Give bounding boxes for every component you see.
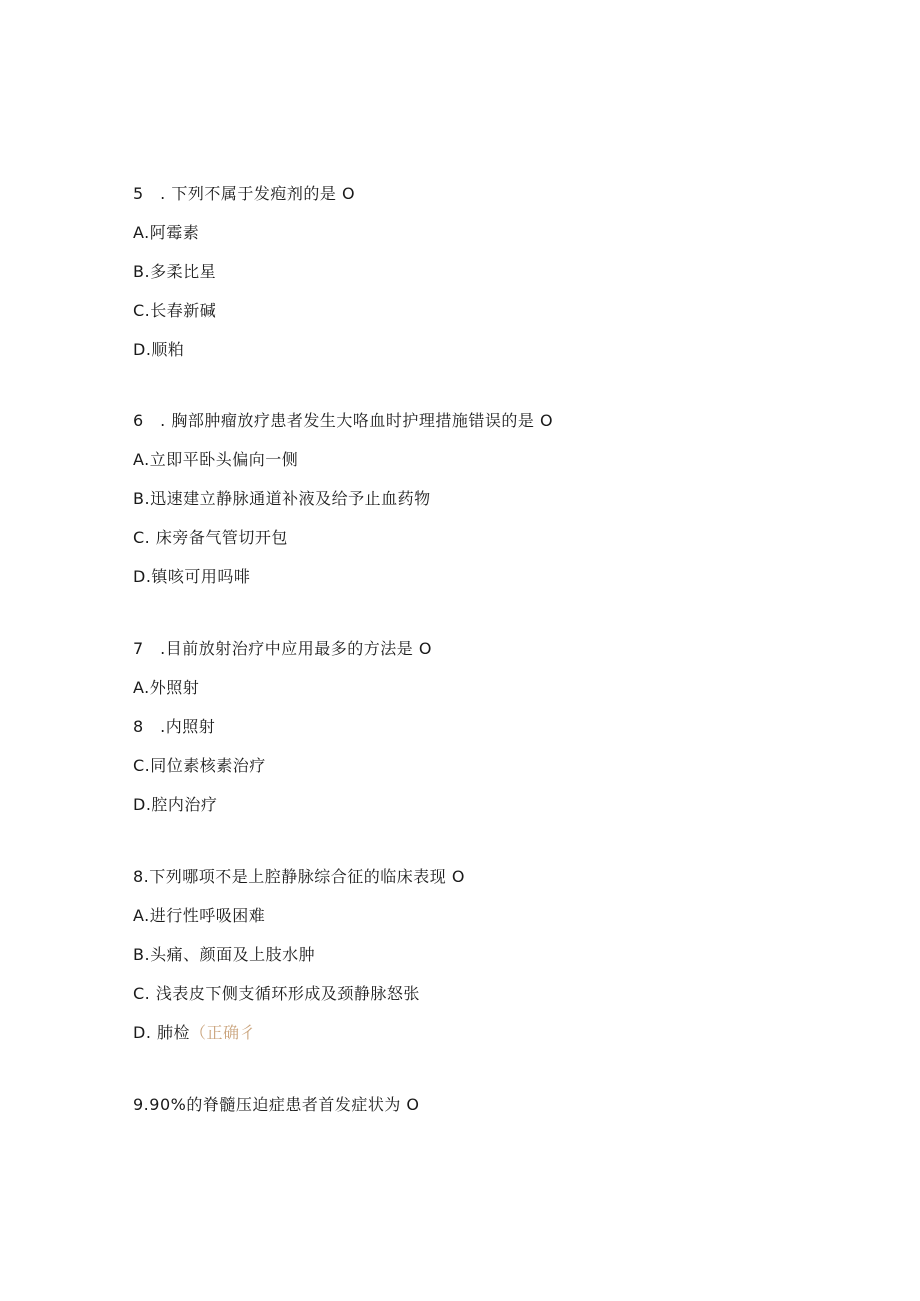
question-6-option-c: C. 床旁备气管切开包 [133,528,288,547]
question-8-option-b: B.头痛、颜面及上肢水肿 [133,945,316,964]
question-5-option-c: C.长春新碱 [133,301,217,320]
question-8-option-d: D. 肺检 [133,1023,190,1042]
question-7-stem: 7 .目前放射治疗中应用最多的方法是 O [133,639,432,658]
answer-note: （正确彳 [190,1023,257,1042]
question-6-option-b: B.迅速建立静脉通道补液及给予止血药物 [133,489,431,508]
question-5-option-b: B.多柔比星 [133,262,217,281]
question-7-option-d: D.腔内治疗 [133,795,218,814]
question-7-option-c: C.同位素核素治疗 [133,756,266,775]
question-5-stem: 5 . 下列不属于发疱剂的是 O [133,184,356,203]
question-8-option-c: C. 浅表皮下侧支循环形成及颈静脉怒张 [133,984,420,1003]
question-5-option-a: A.阿霉素 [133,223,200,242]
question-8-stem: 8.下列哪项不是上腔静脉综合征的临床表现 O [133,867,465,886]
question-6-option-a: A.立即平卧头偏向一侧 [133,450,299,469]
question-7-option-b: 8 .内照射 [133,717,216,736]
question-6-option-d: D.镇咳可用吗啡 [133,567,251,586]
question-8-option-a: A.进行性呼吸困难 [133,906,266,925]
question-7-option-a: A.外照射 [133,678,200,697]
question-9-stem: 9.90%的脊髓压迫症患者首发症状为 O [133,1095,420,1114]
question-6-stem: 6 . 胸部肿瘤放疗患者发生大咯血时护理措施错误的是 O [133,411,554,430]
question-5-option-d: D.顺粕 [133,340,185,359]
question-8-option-d-row [133,1022,256,1044]
